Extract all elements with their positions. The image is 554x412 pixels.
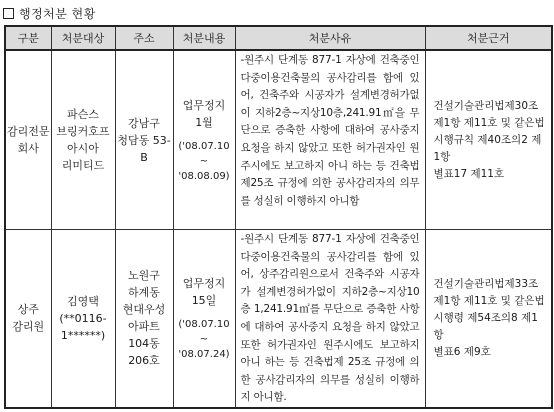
table-header-row	[5, 26, 552, 50]
target-cell: 김영택 (**0116- 1******)	[51, 230, 115, 408]
disposition-table	[4, 25, 553, 409]
heading-text: 행정처분 현황	[19, 6, 96, 21]
address-cell: 노원구 하계동 현대우성 아파트 104동 206호	[115, 230, 173, 408]
col-header-basis: 처분근거	[425, 26, 552, 50]
address-cell: 강남구 청담동 53-B	[115, 50, 173, 230]
col-header-address: 주소	[115, 26, 173, 50]
col-header-action: 처분내용	[173, 26, 235, 50]
col-header-target: 처분대상	[51, 26, 115, 50]
basis-cell: 건설기술관리법제33조 제1항 제11호 및 같은법 시행령 제54조의8 제1항 별표6 제9호	[425, 230, 552, 408]
category-cell: 상주 감리원	[5, 230, 51, 408]
basis-cell: 건설기술관리법제30조 제1항 제11호 및 같은법 시행규칙 제40조의2 제1항 별표17 제11호	[425, 50, 552, 230]
col-header-reason: 처분사유	[235, 26, 425, 50]
checkbox-square-icon	[3, 8, 14, 19]
col-header-category: 구분	[5, 26, 51, 50]
table-row	[5, 50, 552, 230]
reason-cell: -원주시 단계동 877-1 자상에 건축중인 다중이용건축물의 공사감리를 함에 있어, 상주감리원으로서 건축주와 시공자가 설계변경허가없이 지하2층~지상10층 1,241.91㎡를 무단으로 증축한 사항에 대하여 공사중지 요청을 하지 않았고 또한 허가권자인 원주시에도 보고하지 아니 하는 등 건축법제 25조 규정에 의한 공사감리자의 의무를 성실히 이행하지 아니함.	[235, 230, 425, 408]
action-dates: ('08.07.10 ~ '08.07.24)	[178, 318, 230, 360]
table-row	[5, 230, 552, 408]
reason-cell: -원주시 단계동 877-1 자상에 건축중인 다중이용건축물의 공사감리를 함에 있어, 건축주와 시공자가 설계변경허가없이 지하2층~지상10층,241.91㎡을 무단으로 증축한 사항에 대하여 공사중지요청을 하지 않았고 또한 허가권자인 원주시에도 보고하지 아니 하는 등 건축법제25조 규정에 의한 공사감리자의 의무를 성실히 이행하지 아니함	[235, 50, 425, 230]
action-cell: 업무정지 1월 ('08.07.10 ~ '08.08.09)	[173, 50, 235, 230]
action-dates: ('08.07.10 ~ '08.08.09)	[178, 140, 230, 182]
category-cell: 감리전문 회사	[5, 50, 51, 230]
section-heading	[3, 4, 96, 22]
action-cell: 업무정지 15일 ('08.07.10 ~ '08.07.24)	[173, 230, 235, 408]
target-cell: 파슨스 브링커호프 아시아 리미티드	[51, 50, 115, 230]
